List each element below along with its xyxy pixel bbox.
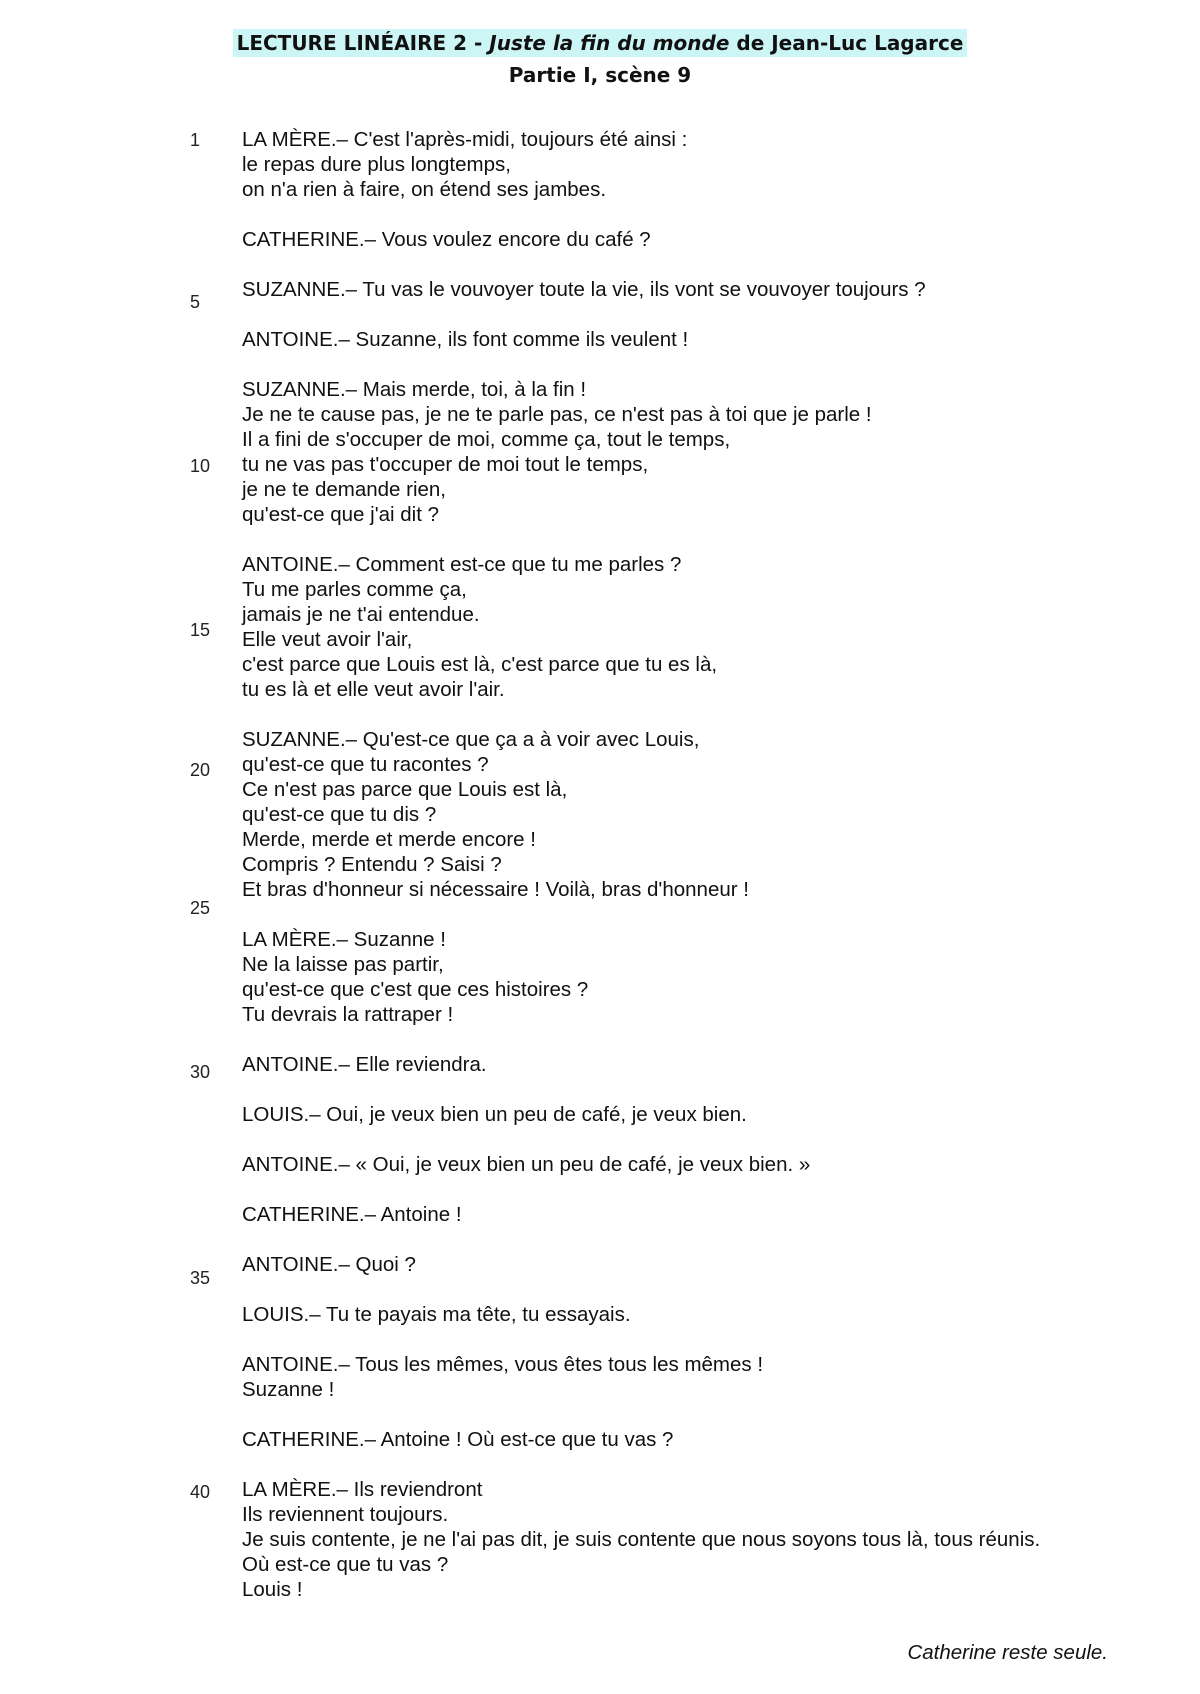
- line-number: 20: [190, 760, 211, 780]
- play-line: LOUIS.– Oui, je veux bien un peu de café, je veux bien.: [242, 1103, 747, 1126]
- play-line: c'est parce que Louis est là, c'est parce que tu es là,: [242, 653, 718, 676]
- play-line: SUZANNE.– Qu'est-ce que ça a à voir avec Louis,: [242, 728, 700, 751]
- play-line: CATHERINE.– Antoine ! Où est-ce que tu vas ?: [242, 1428, 674, 1451]
- play-line: ANTOINE.– Comment est-ce que tu me parles ?: [242, 553, 682, 576]
- play-line: ANTOINE.– Tous les mêmes, vous êtes tous les mêmes !: [242, 1353, 764, 1376]
- play-line: Je ne te cause pas, je ne te parle pas, ce n'est pas à toi que je parle !: [242, 403, 872, 426]
- line-number: 15: [190, 620, 211, 640]
- play-line: Tu devrais la rattraper !: [242, 1003, 454, 1026]
- stage-direction: Catherine reste seule.: [907, 1641, 1108, 1664]
- play-line: Ils reviennent toujours.: [242, 1503, 449, 1526]
- play-line: Louis !: [242, 1578, 303, 1601]
- play-line: CATHERINE.– Antoine !: [242, 1203, 462, 1226]
- play-line: Suzanne !: [242, 1378, 335, 1401]
- title-highlight: [233, 29, 968, 57]
- play-line: Merde, merde et merde encore !: [242, 828, 536, 851]
- play-line: Et bras d'honneur si nécessaire ! Voilà, bras d'honneur !: [242, 878, 749, 901]
- play-line: ANTOINE.– Elle reviendra.: [242, 1053, 487, 1076]
- play-line: Tu me parles comme ça,: [242, 578, 467, 601]
- play-line: Compris ? Entendu ? Saisi ?: [242, 853, 502, 876]
- title-author: de Jean-Luc Lagarce: [729, 31, 964, 55]
- line-number: 10: [190, 456, 211, 476]
- play-line: tu ne vas pas t'occuper de moi tout le temps,: [242, 453, 649, 476]
- play-line: ANTOINE.– « Oui, je veux bien un peu de café, je veux bien. »: [242, 1153, 811, 1176]
- play-line: Elle veut avoir l'air,: [242, 628, 413, 651]
- play-line: qu'est-ce que tu racontes ?: [242, 753, 489, 776]
- play-line: tu es là et elle veut avoir l'air.: [242, 678, 505, 701]
- play-line: ANTOINE.– Suzanne, ils font comme ils veulent !: [242, 328, 689, 351]
- play-line: on n'a rien à faire, on étend ses jambes.: [242, 178, 607, 201]
- title-work: Juste la fin du monde: [489, 31, 730, 55]
- line-number: 30: [190, 1062, 211, 1082]
- play-line: LA MÈRE.– C'est l'après-midi, toujours été ainsi :: [242, 128, 688, 151]
- play-line: jamais je ne t'ai entendue.: [242, 603, 480, 626]
- play-line: SUZANNE.– Tu vas le vouvoyer toute la vie, ils vont se vouvoyer toujours ?: [242, 278, 926, 301]
- play-line: ANTOINE.– Quoi ?: [242, 1253, 416, 1276]
- play-line: CATHERINE.– Vous voulez encore du café ?: [242, 228, 651, 251]
- play-line: Ne la laisse pas partir,: [242, 953, 444, 976]
- line-number: 1: [190, 130, 201, 150]
- line-number: 25: [190, 898, 211, 918]
- line-number: 40: [190, 1482, 211, 1502]
- document-title: [0, 28, 1200, 58]
- play-line: Ce n'est pas parce que Louis est là,: [242, 778, 568, 801]
- line-number: 35: [190, 1268, 211, 1288]
- document-subtitle: Partie I, scène 9: [508, 63, 692, 87]
- play-line: qu'est-ce que c'est que ces histoires ?: [242, 978, 589, 1001]
- play-line: qu'est-ce que tu dis ?: [242, 803, 437, 826]
- play-line: Où est-ce que tu vas ?: [242, 1553, 449, 1576]
- play-line: le repas dure plus longtemps,: [242, 153, 511, 176]
- play-line: LA MÈRE.– Suzanne !: [242, 928, 446, 951]
- play-line: je ne te demande rien,: [242, 478, 446, 501]
- line-number: 5: [190, 292, 201, 312]
- play-line: SUZANNE.– Mais merde, toi, à la fin !: [242, 378, 587, 401]
- play-line: qu'est-ce que j'ai dit ?: [242, 503, 440, 526]
- play-line: LA MÈRE.– Ils reviendront: [242, 1478, 483, 1501]
- play-line: Il a fini de s'occuper de moi, comme ça, tout le temps,: [242, 428, 731, 451]
- play-line: Je suis contente, je ne l'ai pas dit, je suis contente que nous soyons tous là, tous réunis.: [242, 1528, 1041, 1551]
- play-line: LOUIS.– Tu te payais ma tête, tu essayais.: [242, 1303, 631, 1326]
- title-prefix: LECTURE LINÉAIRE 2 -: [236, 31, 490, 55]
